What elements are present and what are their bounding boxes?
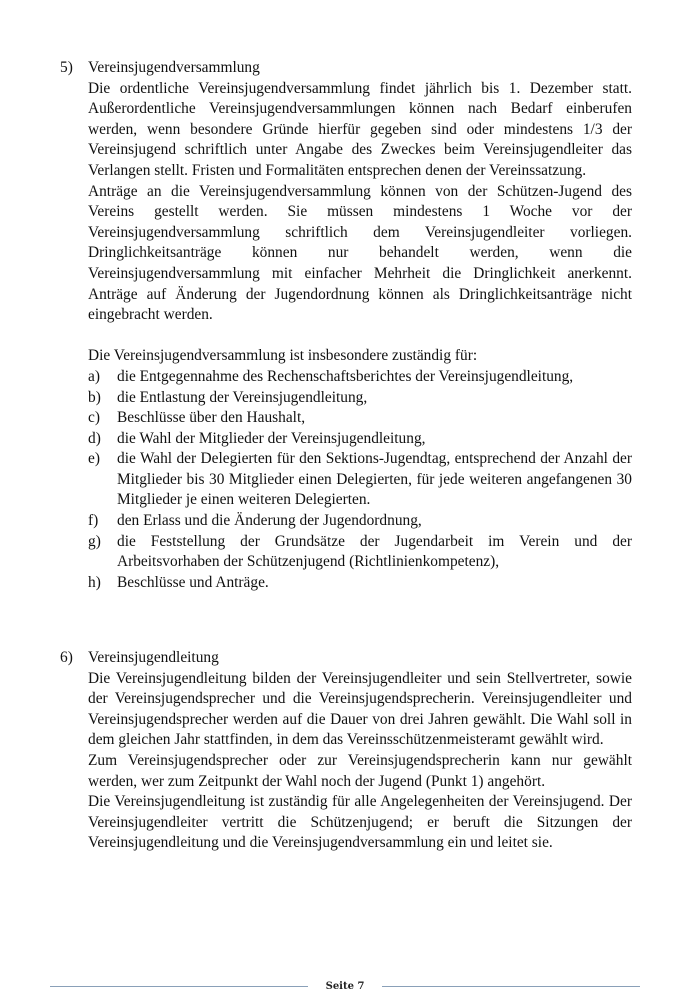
page-footer — [50, 976, 640, 996]
list-item-label: c) — [88, 409, 100, 427]
list-item-label: g) — [88, 532, 101, 550]
list-item-text: die Feststellung der Grundsätze der Jugendarbeit im Verein und der Arbeitsvorhaben der Schützenjugend (Richtlinienkompetenz), — [117, 532, 632, 571]
list-item-text: die Entlastung der Vereinsjugendleitung, — [117, 388, 368, 406]
footer-rule — [50, 986, 308, 987]
list-item-label: b) — [88, 388, 101, 406]
list-item — [88, 429, 632, 450]
list-item-text: den Erlass und die Änderung der Jugendordnung, — [117, 512, 422, 530]
list-item — [88, 573, 632, 594]
footer-rule — [382, 986, 640, 987]
list-intro: Die Vereinsjugendversammlung ist insbesondere zuständig für: — [88, 347, 478, 365]
section-vereinsjugendleitung — [60, 648, 632, 854]
section-heading: Vereinsjugendleitung — [88, 649, 219, 666]
section-number: 6) — [60, 649, 73, 666]
list-item-text: die Wahl der Mitglieder der Vereinsjugendleitung, — [117, 429, 426, 447]
section-number: 5) — [60, 59, 73, 76]
list-item-text: Beschlüsse über den Haushalt, — [117, 409, 306, 427]
section-body — [88, 79, 632, 326]
list-item-label: d) — [88, 429, 101, 447]
list-item — [88, 532, 632, 573]
list-item-text: die Wahl der Delegierten für den Sektions-Jugendtag, entsprechend der Anzahl der Mitglieder bis 30 Mitglieder einen Delegierten, für jede weiteren angefangenen 30 Mitglieder je einen weiteren Delegierten. — [117, 450, 632, 509]
list-item — [88, 449, 632, 511]
list-item-label: f) — [88, 512, 99, 530]
list-item-text: die Entgegennahme des Rechenschaftsberichtes der Vereinsjugendleitung, — [117, 367, 574, 385]
responsibility-list — [88, 367, 632, 594]
paragraph: Anträge an die Vereinsjugendversammlung können von der Schützen-Jugend des Vereins gestellt werden. Sie müssen mindestens 1 Woche vor der Vereinsjugendversammlung schriftlich dem Vereinsjugendleiter vorliegen. Dringlichkeitsanträge können nur behandelt werden, wenn die Vereinsjugendversammlung mit einfacher Mehrheit die Dringlichkeit anerkennt. Anträge auf Änderung der Jugendordnung können als Dringlichkeitsanträge nicht eingebracht werden. — [88, 182, 632, 324]
list-item — [88, 388, 632, 409]
section-vereinsjugendversammlung — [60, 58, 632, 593]
list-item — [88, 367, 632, 388]
list-item-label: e) — [88, 450, 100, 468]
list-item — [88, 511, 632, 532]
section-body — [88, 669, 632, 854]
page-number: Seite 7 — [325, 981, 365, 992]
paragraph: Die Vereinsjugendleitung ist zuständig für alle Angelegenheiten der Vereinsjugend. Der Vereinsjugendleiter vertritt die Schützenjugend; er beruft die Sitzungen der Vereinsjugendleitung und die Vereinsjugendversammlung ein und leitet sie. — [88, 793, 632, 852]
paragraph: Die Vereinsjugendleitung bilden der Vereinsjugendleiter und sein Stellvertreter, sowie der Vereinsjugendsprecher und die Vereinsjugendsprecherin. Vereinsjugendleiter und Vereinsjugendsprecher werden auf die Dauer von drei Jahren gewählt. Die Wahl soll in dem gleichen Jahr stattfinden, in dem das Vereinsschützenmeisteramt gewählt wird. — [88, 669, 632, 749]
list-item-label: a) — [88, 367, 100, 385]
paragraph: Die ordentliche Vereinsjugendversammlung findet jährlich bis 1. Dezember statt. Außerordentliche Vereinsjugendversammlungen können nach Bedarf einberufen werden, wenn besondere Gründe hierfür gegeben sind oder mindestens 1/3 der Vereinsjugend schriftlich unter Angabe des Zweckes beim Vereinsjugendleiter das Verlangen stellt. Fristen und Formalitäten entsprechen denen der Vereinssatzung. — [88, 79, 632, 179]
list-item-label: h) — [88, 573, 101, 591]
paragraph: Zum Vereinsjugendsprecher oder zur Vereinsjugendsprecherin kann nur gewählt werden, wer zum Zeitpunkt der Wahl noch der Jugend (Punkt 1) angehört. — [88, 751, 632, 790]
list-item-text: Beschlüsse und Anträge. — [117, 573, 269, 591]
list-item — [88, 408, 632, 429]
section-heading: Vereinsjugendversammlung — [88, 59, 260, 76]
